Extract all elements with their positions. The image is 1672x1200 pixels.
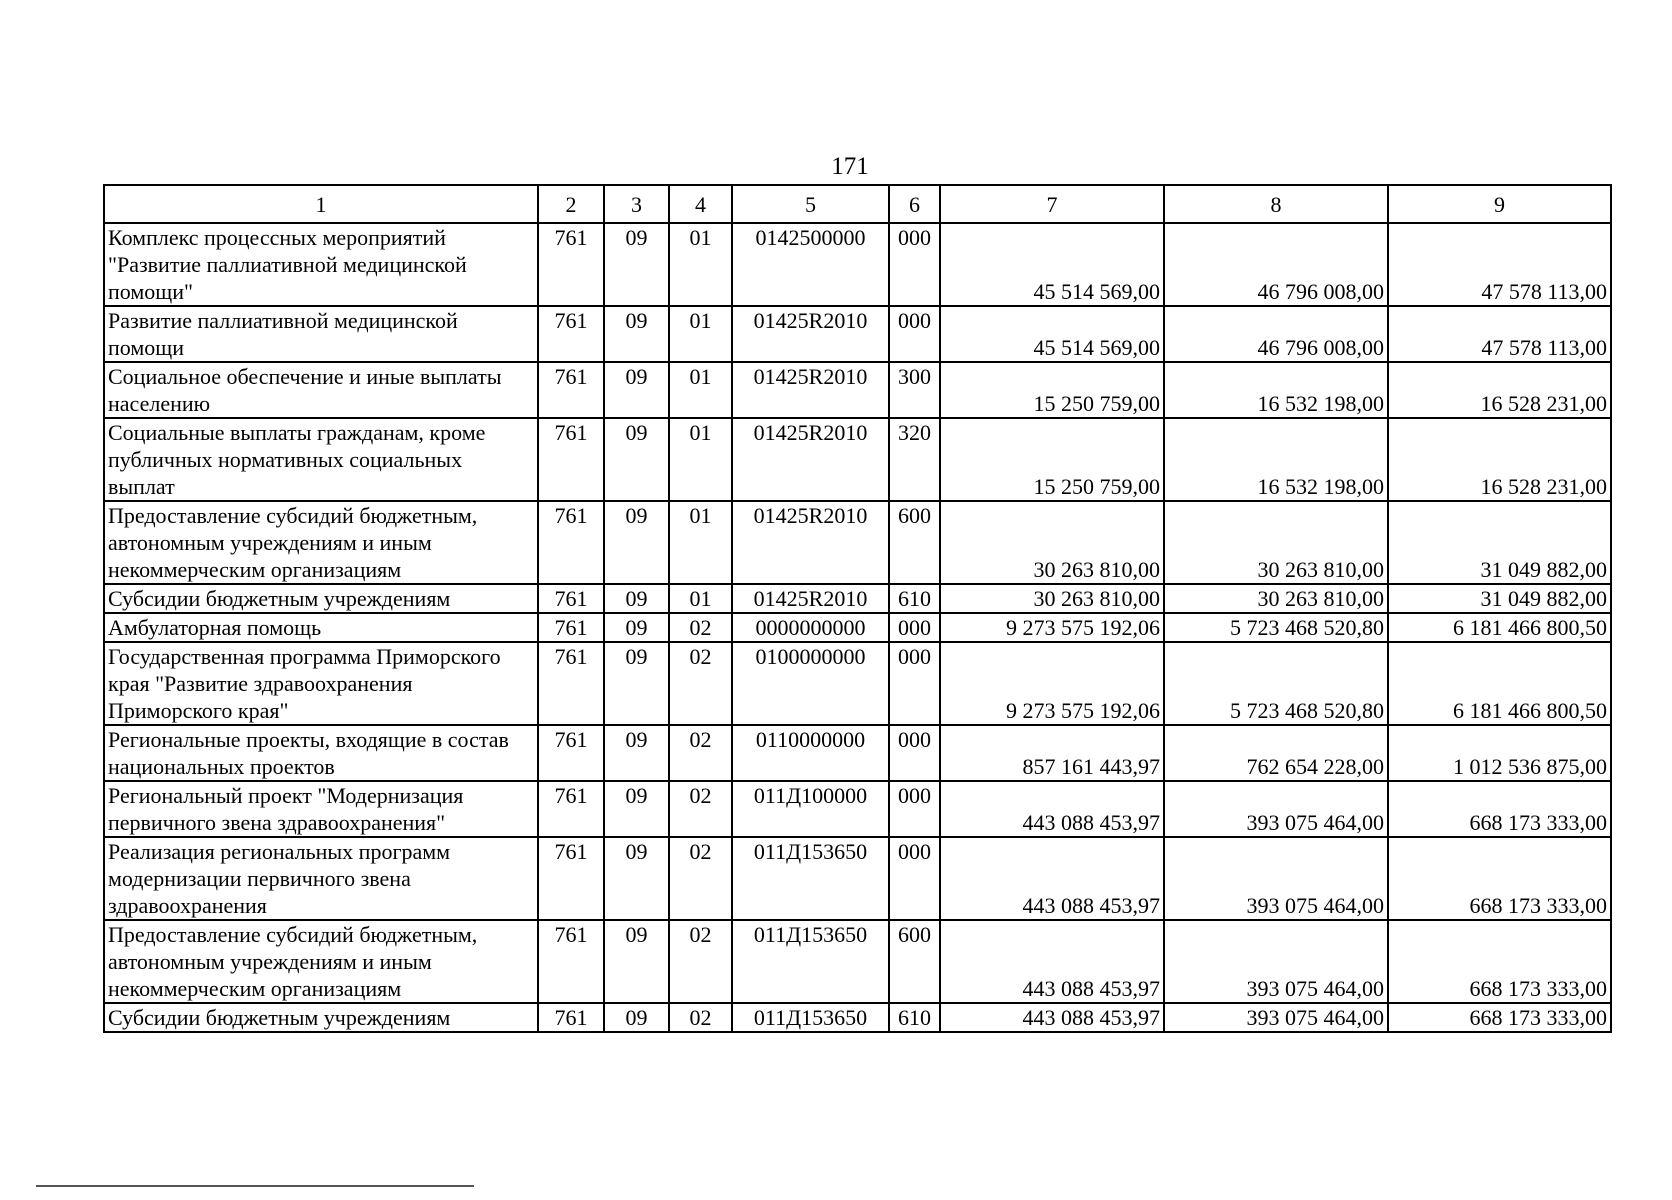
footnote-separator — [36, 1185, 474, 1187]
subsection-code: 02 — [669, 837, 732, 920]
target-article-code: 0000000000 — [732, 613, 889, 642]
budget-code: 761 — [538, 418, 604, 501]
subsection-code: 01 — [669, 306, 732, 362]
expense-type-code: 000 — [889, 837, 940, 920]
section-code: 09 — [604, 306, 669, 362]
subsection-code: 01 — [669, 501, 732, 584]
section-code: 09 — [604, 1003, 669, 1032]
expense-type-code: 610 — [889, 1003, 940, 1032]
page-number: 171 — [831, 153, 869, 180]
amount-year-1: 30 263 810,00 — [940, 501, 1164, 584]
table-row — [104, 613, 1611, 642]
amount-year-1: 45 514 569,00 — [940, 223, 1164, 306]
row-name: Субсидии бюджетным учреждениям — [104, 584, 538, 613]
amount-year-2: 393 075 464,00 — [1164, 1003, 1388, 1032]
amount-year-2: 393 075 464,00 — [1164, 837, 1388, 920]
budget-code: 761 — [538, 362, 604, 418]
budget-code: 761 — [538, 223, 604, 306]
section-code: 09 — [604, 781, 669, 837]
expense-type-code: 300 — [889, 362, 940, 418]
column-header: 1 — [104, 185, 538, 223]
amount-year-1: 443 088 453,97 — [940, 781, 1164, 837]
budget-code: 761 — [538, 781, 604, 837]
column-header: 2 — [538, 185, 604, 223]
subsection-code: 02 — [669, 725, 732, 781]
section-code: 09 — [604, 725, 669, 781]
budget-table — [103, 184, 1612, 1033]
target-article-code: 01425R2010 — [732, 362, 889, 418]
budget-code: 761 — [538, 642, 604, 725]
target-article-code: 0100000000 — [732, 642, 889, 725]
amount-year-3: 47 578 113,00 — [1388, 306, 1611, 362]
table-row — [104, 584, 1611, 613]
target-article-code: 0142500000 — [732, 223, 889, 306]
amount-year-2: 393 075 464,00 — [1164, 781, 1388, 837]
amount-year-1: 9 273 575 192,06 — [940, 642, 1164, 725]
target-article-code: 01425R2010 — [732, 501, 889, 584]
table-row — [104, 1003, 1611, 1032]
target-article-code: 0110000000 — [732, 725, 889, 781]
row-name: Комплекс процессных мероприятий "Развитие паллиативной медицинской помощи" — [104, 223, 538, 306]
expense-type-code: 600 — [889, 920, 940, 1003]
budget-code: 761 — [538, 613, 604, 642]
column-header: 7 — [940, 185, 1164, 223]
amount-year-2: 762 654 228,00 — [1164, 725, 1388, 781]
amount-year-1: 15 250 759,00 — [940, 418, 1164, 501]
amount-year-3: 668 173 333,00 — [1388, 920, 1611, 1003]
amount-year-1: 443 088 453,97 — [940, 1003, 1164, 1032]
column-header: 8 — [1164, 185, 1388, 223]
target-article-code: 01425R2010 — [732, 584, 889, 613]
row-name: Социальные выплаты гражданам, кроме публичных нормативных социальных выплат — [104, 418, 538, 501]
table-row — [104, 418, 1611, 501]
amount-year-3: 47 578 113,00 — [1388, 223, 1611, 306]
table-row — [104, 306, 1611, 362]
column-header: 5 — [732, 185, 889, 223]
target-article-code: 011Д153650 — [732, 1003, 889, 1032]
amount-year-1: 443 088 453,97 — [940, 837, 1164, 920]
section-code: 09 — [604, 584, 669, 613]
amount-year-3: 31 049 882,00 — [1388, 501, 1611, 584]
amount-year-2: 30 263 810,00 — [1164, 584, 1388, 613]
budget-code: 761 — [538, 837, 604, 920]
subsection-code: 02 — [669, 642, 732, 725]
table-row — [104, 781, 1611, 837]
budget-code: 761 — [538, 920, 604, 1003]
row-name: Предоставление субсидий бюджетным, автономным учреждениям и иным некоммерческим организациям — [104, 501, 538, 584]
budget-code: 761 — [538, 725, 604, 781]
amount-year-2: 393 075 464,00 — [1164, 920, 1388, 1003]
amount-year-1: 857 161 443,97 — [940, 725, 1164, 781]
subsection-code: 02 — [669, 920, 732, 1003]
amount-year-3: 6 181 466 800,50 — [1388, 613, 1611, 642]
table-row — [104, 725, 1611, 781]
expense-type-code: 000 — [889, 613, 940, 642]
expense-type-code: 000 — [889, 223, 940, 306]
column-header: 4 — [669, 185, 732, 223]
amount-year-1: 15 250 759,00 — [940, 362, 1164, 418]
row-name: Субсидии бюджетным учреждениям — [104, 1003, 538, 1032]
budget-code: 761 — [538, 306, 604, 362]
expense-type-code: 000 — [889, 306, 940, 362]
subsection-code: 01 — [669, 418, 732, 501]
expense-type-code: 320 — [889, 418, 940, 501]
expense-type-code: 610 — [889, 584, 940, 613]
amount-year-1: 30 263 810,00 — [940, 584, 1164, 613]
target-article-code: 011Д153650 — [732, 920, 889, 1003]
budget-code: 761 — [538, 584, 604, 613]
amount-year-1: 9 273 575 192,06 — [940, 613, 1164, 642]
table-row — [104, 837, 1611, 920]
amount-year-3: 16 528 231,00 — [1388, 418, 1611, 501]
table-row — [104, 362, 1611, 418]
table-body — [104, 223, 1611, 1032]
amount-year-1: 443 088 453,97 — [940, 920, 1164, 1003]
amount-year-3: 31 049 882,00 — [1388, 584, 1611, 613]
row-name: Амбулаторная помощь — [104, 613, 538, 642]
target-article-code: 011Д100000 — [732, 781, 889, 837]
section-code: 09 — [604, 418, 669, 501]
amount-year-3: 16 528 231,00 — [1388, 362, 1611, 418]
section-code: 09 — [604, 223, 669, 306]
target-article-code: 011Д153650 — [732, 837, 889, 920]
subsection-code: 02 — [669, 781, 732, 837]
amount-year-2: 46 796 008,00 — [1164, 223, 1388, 306]
row-name: Социальное обеспечение и иные выплаты населению — [104, 362, 538, 418]
amount-year-2: 16 532 198,00 — [1164, 418, 1388, 501]
section-code: 09 — [604, 362, 669, 418]
row-name: Региональные проекты, входящие в состав национальных проектов — [104, 725, 538, 781]
subsection-code: 01 — [669, 584, 732, 613]
table-row — [104, 501, 1611, 584]
target-article-code: 01425R2010 — [732, 306, 889, 362]
table-row — [104, 920, 1611, 1003]
target-article-code: 01425R2010 — [732, 418, 889, 501]
amount-year-1: 45 514 569,00 — [940, 306, 1164, 362]
amount-year-2: 46 796 008,00 — [1164, 306, 1388, 362]
budget-code: 761 — [538, 1003, 604, 1032]
amount-year-2: 16 532 198,00 — [1164, 362, 1388, 418]
row-name: Предоставление субсидий бюджетным, автономным учреждениям и иным некоммерческим организациям — [104, 920, 538, 1003]
amount-year-3: 1 012 536 875,00 — [1388, 725, 1611, 781]
column-header: 6 — [889, 185, 940, 223]
column-header: 9 — [1388, 185, 1611, 223]
row-name: Региональный проект "Модернизация первичного звена здравоохранения" — [104, 781, 538, 837]
expense-type-code: 000 — [889, 781, 940, 837]
section-code: 09 — [604, 642, 669, 725]
table-header-row — [104, 185, 1611, 223]
subsection-code: 01 — [669, 223, 732, 306]
row-name: Реализация региональных программ модернизации первичного звена здравоохранения — [104, 837, 538, 920]
section-code: 09 — [604, 920, 669, 1003]
budget-code: 761 — [538, 501, 604, 584]
amount-year-3: 668 173 333,00 — [1388, 781, 1611, 837]
subsection-code: 01 — [669, 362, 732, 418]
section-code: 09 — [604, 837, 669, 920]
amount-year-3: 668 173 333,00 — [1388, 1003, 1611, 1032]
subsection-code: 02 — [669, 1003, 732, 1032]
amount-year-3: 6 181 466 800,50 — [1388, 642, 1611, 725]
table-row — [104, 223, 1611, 306]
amount-year-3: 668 173 333,00 — [1388, 837, 1611, 920]
table-row — [104, 642, 1611, 725]
expense-type-code: 600 — [889, 501, 940, 584]
amount-year-2: 30 263 810,00 — [1164, 501, 1388, 584]
row-name: Развитие паллиативной медицинской помощи — [104, 306, 538, 362]
amount-year-2: 5 723 468 520,80 — [1164, 642, 1388, 725]
amount-year-2: 5 723 468 520,80 — [1164, 613, 1388, 642]
subsection-code: 02 — [669, 613, 732, 642]
column-header: 3 — [604, 185, 669, 223]
row-name: Государственная программа Приморского края "Развитие здравоохранения Приморского края" — [104, 642, 538, 725]
section-code: 09 — [604, 501, 669, 584]
expense-type-code: 000 — [889, 725, 940, 781]
section-code: 09 — [604, 613, 669, 642]
expense-type-code: 000 — [889, 642, 940, 725]
